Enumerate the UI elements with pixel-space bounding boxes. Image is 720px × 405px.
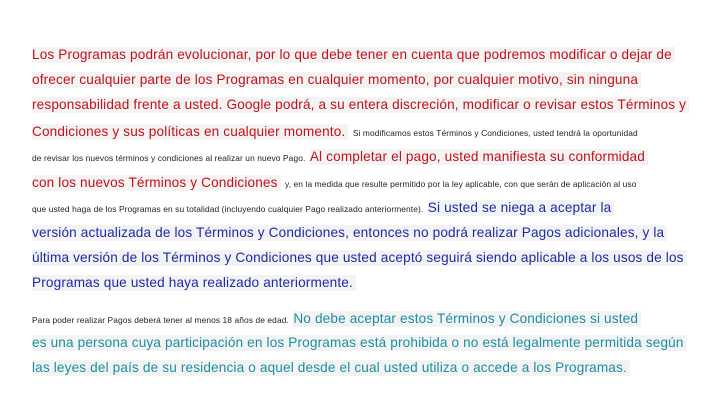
text-line (32, 250, 687, 265)
text-segment: es una persona cuya participación en los Programas está prohibida o no está legalmente permitida según (32, 335, 687, 351)
text-line (32, 199, 614, 217)
text-line (32, 275, 356, 290)
text-line (32, 97, 689, 112)
text-segment: Condiciones y sus políticas en cualquier momento. (32, 124, 348, 140)
text-segment: Al completar el pago, usted manifiesta su conformidad (310, 149, 648, 165)
text-segment: No debe aceptar estos Términos y Condiciones si usted (293, 311, 641, 327)
text-line (32, 310, 641, 328)
text-segment: de revisar los nuevos términos y condiciones al realizar un nuevo Pago. (32, 153, 306, 163)
text-line (32, 174, 636, 192)
text-line (32, 148, 648, 166)
text-segment: responsabilidad frente a usted. Google podrá, a su entera discreción, modificar o revisar estos Términos y (32, 97, 689, 113)
text-segment: las leyes del país de su residencia o aquel desde el cual usted utiliza o accede a los Programas. (32, 360, 630, 376)
text-segment: y, en la medida que resulte permitido por la ley aplicable, con que serán de aplicación al uso (285, 179, 637, 189)
text-segment: ofrecer cualquier parte de los Programas en cualquier momento, por cualquier motivo, sin ninguna (32, 72, 641, 88)
text-line (32, 335, 687, 350)
text-line (32, 360, 630, 375)
text-segment: que usted haga de los Programas en su totalidad (incluyendo cualquier Pago realizado anteriormente). (32, 204, 424, 214)
text-segment: Programas que usted haya realizado anteriormente. (32, 275, 356, 291)
text-segment: con los nuevos Términos y Condiciones (32, 175, 281, 191)
text-segment: Para poder realizar Pagos deberá tener al menos 18 años de edad. (32, 315, 289, 325)
text-line (32, 72, 641, 87)
text-segment: última versión de los Términos y Condiciones que usted aceptó seguirá siendo aplicable a los usos de los (32, 250, 687, 266)
text-segment: versión actualizada de los Términos y Condiciones, entonces no podrá realizar Pagos adicionales, y la (32, 225, 667, 241)
text-segment: Si usted se niega a aceptar la (428, 200, 615, 216)
text-line (32, 225, 667, 240)
text-line (32, 123, 638, 141)
text-line (32, 47, 675, 62)
text-segment: Si modificamos estos Términos y Condiciones, usted tendrá la oportunidad (352, 128, 638, 138)
text-segment: Los Programas podrán evolucionar, por lo que debe tener en cuenta que podremos modificar o dejar de (32, 47, 675, 63)
